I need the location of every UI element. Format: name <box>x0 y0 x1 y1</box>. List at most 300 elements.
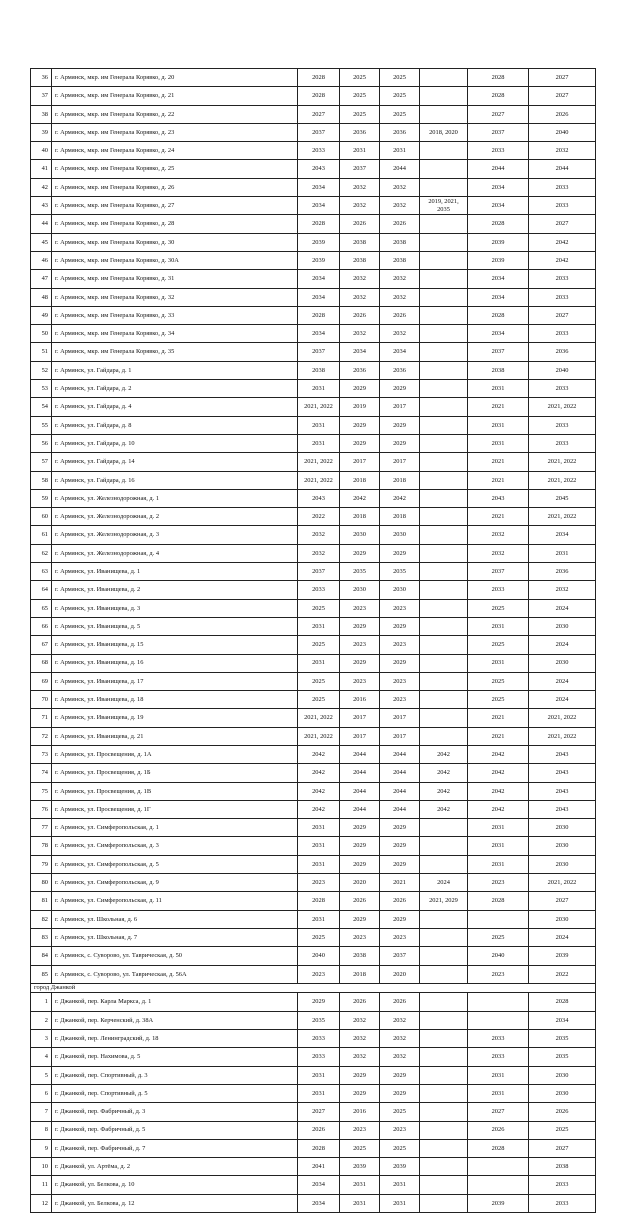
address-cell: г. Джанкой, пер. Фабричный, д. 5 <box>52 1121 298 1139</box>
year-cell-2: 2029 <box>340 380 380 398</box>
year-cell-1: 2021, 2022 <box>298 453 340 471</box>
year-cell-5: 2040 <box>468 947 529 965</box>
year-cell-6: 2033 <box>529 325 596 343</box>
row-number: 74 <box>31 764 52 782</box>
year-cell-5: 2031 <box>468 380 529 398</box>
year-cell-6: 2021, 2022 <box>529 874 596 892</box>
year-cell-5: 2042 <box>468 764 529 782</box>
year-cell-5: 2028 <box>468 87 529 105</box>
year-cell-4: 2018, 2020 <box>420 123 468 141</box>
year-cell-1: 2043 <box>298 160 340 178</box>
year-cell-3: 2036 <box>380 361 420 379</box>
year-cell-4 <box>420 1011 468 1029</box>
year-cell-3: 2017 <box>380 398 420 416</box>
year-cell-1: 2040 <box>298 947 340 965</box>
table-row <box>31 526 596 544</box>
table-row <box>31 453 596 471</box>
table-row <box>31 233 596 251</box>
year-cell-1: 2032 <box>298 544 340 562</box>
table-row <box>31 1121 596 1139</box>
year-cell-3: 2023 <box>380 672 420 690</box>
table-row <box>31 325 596 343</box>
year-cell-5: 2031 <box>468 1084 529 1102</box>
row-number: 1 <box>31 993 52 1011</box>
address-cell: г. Армянск, ул. Симферопольская, д. 11 <box>52 892 298 910</box>
table-row <box>31 709 596 727</box>
table-row <box>31 1030 596 1048</box>
year-cell-3: 2044 <box>380 764 420 782</box>
address-cell: г. Джанкой, пер. Карла Маркса, д. 1 <box>52 993 298 1011</box>
year-cell-4 <box>420 563 468 581</box>
year-cell-1: 2021, 2022 <box>298 471 340 489</box>
year-cell-3: 2017 <box>380 709 420 727</box>
year-cell-6: 2030 <box>529 910 596 928</box>
year-cell-2: 2029 <box>340 855 380 873</box>
table-row <box>31 215 596 233</box>
year-cell-2: 2026 <box>340 215 380 233</box>
table-row <box>31 508 596 526</box>
year-cell-4 <box>420 453 468 471</box>
year-cell-2: 2029 <box>340 434 380 452</box>
table-row <box>31 837 596 855</box>
year-cell-2: 2031 <box>340 142 380 160</box>
year-cell-5: 2039 <box>468 233 529 251</box>
year-cell-4 <box>420 636 468 654</box>
address-cell: г. Армянск, ул. Гайдара, д. 10 <box>52 434 298 452</box>
year-cell-6: 2024 <box>529 636 596 654</box>
year-cell-5: 2039 <box>468 1194 529 1212</box>
section-title: город Джанкой <box>31 983 596 993</box>
address-cell: г. Армянск, ул. Иванищева, д. 3 <box>52 599 298 617</box>
table-row <box>31 874 596 892</box>
year-cell-6: 2030 <box>529 837 596 855</box>
year-cell-1: 2025 <box>298 599 340 617</box>
address-cell: г. Армянск, ул. Железнодорожная, д. 4 <box>52 544 298 562</box>
year-cell-1: 2037 <box>298 343 340 361</box>
row-number: 69 <box>31 672 52 690</box>
row-number: 47 <box>31 270 52 288</box>
year-cell-5: 2037 <box>468 563 529 581</box>
year-cell-2: 2023 <box>340 928 380 946</box>
year-cell-3: 2031 <box>380 1194 420 1212</box>
year-cell-4 <box>420 928 468 946</box>
year-cell-3: 2035 <box>380 563 420 581</box>
year-cell-6: 2043 <box>529 782 596 800</box>
year-cell-5: 2043 <box>468 489 529 507</box>
year-cell-3: 2026 <box>380 215 420 233</box>
address-cell: г. Армянск, ул. Школьная, д. 6 <box>52 910 298 928</box>
year-cell-2: 2039 <box>340 1158 380 1176</box>
year-cell-5: 2028 <box>468 306 529 324</box>
year-cell-5: 2021 <box>468 727 529 745</box>
year-cell-4 <box>420 361 468 379</box>
year-cell-6: 2035 <box>529 1048 596 1066</box>
year-cell-1: 2033 <box>298 142 340 160</box>
table-row <box>31 398 596 416</box>
year-cell-4 <box>420 1121 468 1139</box>
year-cell-4 <box>420 1194 468 1212</box>
row-number: 44 <box>31 215 52 233</box>
address-cell: г. Армянск, ул. Гайдара, д. 14 <box>52 453 298 471</box>
row-number: 54 <box>31 398 52 416</box>
address-cell: г. Армянск, ул. Просвещения, д. 1А <box>52 745 298 763</box>
address-cell: г. Армянск, ул. Железнодорожная, д. 3 <box>52 526 298 544</box>
year-cell-5: 2027 <box>468 105 529 123</box>
year-cell-2: 2032 <box>340 1030 380 1048</box>
year-cell-3: 2032 <box>380 325 420 343</box>
year-cell-1: 2031 <box>298 1066 340 1084</box>
year-cell-6: 2042 <box>529 251 596 269</box>
year-cell-3: 2042 <box>380 489 420 507</box>
year-cell-6: 2032 <box>529 581 596 599</box>
year-cell-6: 2031 <box>529 544 596 562</box>
year-cell-4 <box>420 288 468 306</box>
year-cell-3: 2032 <box>380 178 420 196</box>
year-cell-5: 2031 <box>468 617 529 635</box>
year-cell-1: 2037 <box>298 123 340 141</box>
row-number: 9 <box>31 1139 52 1157</box>
year-cell-1: 2031 <box>298 837 340 855</box>
table-row <box>31 617 596 635</box>
row-number: 53 <box>31 380 52 398</box>
address-cell: г. Армянск, ул. Иванищева, д. 5 <box>52 617 298 635</box>
year-cell-6: 2040 <box>529 123 596 141</box>
year-cell-6: 2036 <box>529 563 596 581</box>
address-cell: г. Армянск, ул. Железнодорожная, д. 1 <box>52 489 298 507</box>
year-cell-5: 2034 <box>468 178 529 196</box>
year-cell-2: 2029 <box>340 819 380 837</box>
row-number: 6 <box>31 1084 52 1102</box>
address-cell: г. Армянск, ул. Просвещения, д. 1Б <box>52 764 298 782</box>
year-cell-5: 2042 <box>468 745 529 763</box>
year-cell-3: 2026 <box>380 306 420 324</box>
year-cell-2: 2018 <box>340 471 380 489</box>
year-cell-3: 2025 <box>380 105 420 123</box>
address-cell: г. Джанкой, ул. Белкова, д. 12 <box>52 1194 298 1212</box>
row-number: 78 <box>31 837 52 855</box>
year-cell-1: 2031 <box>298 855 340 873</box>
year-cell-3: 2044 <box>380 782 420 800</box>
address-cell: г. Армянск, ул. Иванищева, д. 17 <box>52 672 298 690</box>
year-cell-5: 2031 <box>468 416 529 434</box>
year-cell-2: 2023 <box>340 672 380 690</box>
address-cell: г. Армянск, мкр. им Генерала Корявко, д. 21 <box>52 87 298 105</box>
year-cell-2: 2038 <box>340 233 380 251</box>
table-row <box>31 563 596 581</box>
year-cell-1: 2031 <box>298 910 340 928</box>
year-cell-6: 2036 <box>529 343 596 361</box>
year-cell-2: 2038 <box>340 947 380 965</box>
table-row <box>31 1158 596 1176</box>
row-number: 75 <box>31 782 52 800</box>
year-cell-5: 2034 <box>468 288 529 306</box>
year-cell-1: 2034 <box>298 270 340 288</box>
year-cell-2: 2029 <box>340 617 380 635</box>
year-cell-1: 2028 <box>298 306 340 324</box>
year-cell-2: 2036 <box>340 361 380 379</box>
year-cell-2: 2032 <box>340 270 380 288</box>
year-cell-5: 2021 <box>468 453 529 471</box>
row-number: 85 <box>31 965 52 983</box>
year-cell-5: 2033 <box>468 1048 529 1066</box>
year-cell-3: 2032 <box>380 1011 420 1029</box>
year-cell-6: 2042 <box>529 233 596 251</box>
year-cell-1: 2041 <box>298 1158 340 1176</box>
year-cell-5: 2023 <box>468 965 529 983</box>
address-cell: г. Армянск, ул. Просвещения, д. 1В <box>52 782 298 800</box>
table-row <box>31 1176 596 1194</box>
year-cell-1: 2025 <box>298 672 340 690</box>
table-row <box>31 142 596 160</box>
year-cell-5: 2034 <box>468 197 529 215</box>
row-number: 62 <box>31 544 52 562</box>
row-number: 43 <box>31 197 52 215</box>
year-cell-4 <box>420 965 468 983</box>
year-cell-4 <box>420 617 468 635</box>
table-row <box>31 1139 596 1157</box>
year-cell-2: 2029 <box>340 416 380 434</box>
year-cell-2: 2025 <box>340 69 380 87</box>
year-cell-6: 2030 <box>529 855 596 873</box>
year-cell-4 <box>420 471 468 489</box>
year-cell-6: 2027 <box>529 892 596 910</box>
address-cell: г. Джанкой, ул. Белкова, д. 10 <box>52 1176 298 1194</box>
year-cell-5: 2025 <box>468 691 529 709</box>
table-row <box>31 1066 596 1084</box>
year-cell-1: 2023 <box>298 965 340 983</box>
year-cell-2: 2036 <box>340 123 380 141</box>
year-cell-6: 2035 <box>529 1030 596 1048</box>
row-number: 66 <box>31 617 52 635</box>
year-cell-1: 2034 <box>298 1194 340 1212</box>
year-cell-4 <box>420 380 468 398</box>
year-cell-6: 2024 <box>529 672 596 690</box>
row-number: 73 <box>31 745 52 763</box>
address-cell: г. Армянск, мкр. им Генерала Корявко, д. 22 <box>52 105 298 123</box>
table-row <box>31 178 596 196</box>
year-cell-1: 2027 <box>298 105 340 123</box>
year-cell-5: 2025 <box>468 928 529 946</box>
year-cell-5 <box>468 1158 529 1176</box>
year-cell-5: 2028 <box>468 892 529 910</box>
year-cell-6: 2024 <box>529 599 596 617</box>
document-sheet <box>30 68 595 1213</box>
year-cell-3: 2036 <box>380 123 420 141</box>
year-cell-1: 2042 <box>298 800 340 818</box>
table-row <box>31 416 596 434</box>
year-cell-6: 2039 <box>529 947 596 965</box>
address-cell: г. Армянск, ул. Гайдара, д. 8 <box>52 416 298 434</box>
row-number: 50 <box>31 325 52 343</box>
year-cell-4 <box>420 416 468 434</box>
address-cell: г. Армянск, с. Суворово, ул. Таврическая, д. 50 <box>52 947 298 965</box>
year-cell-5 <box>468 1011 529 1029</box>
year-cell-6: 2032 <box>529 142 596 160</box>
year-cell-3: 2018 <box>380 471 420 489</box>
year-cell-3: 2032 <box>380 288 420 306</box>
address-cell: г. Армянск, мкр. им Генерала Корявко, д. 33 <box>52 306 298 324</box>
year-cell-3: 2032 <box>380 1030 420 1048</box>
year-cell-2: 2018 <box>340 508 380 526</box>
year-cell-6: 2033 <box>529 416 596 434</box>
year-cell-1: 2025 <box>298 691 340 709</box>
year-cell-5: 2028 <box>468 69 529 87</box>
address-cell: г. Армянск, мкр. им Генерала Корявко, д. 26 <box>52 178 298 196</box>
year-cell-3: 2029 <box>380 1066 420 1084</box>
year-cell-6: 2033 <box>529 270 596 288</box>
year-cell-3: 2031 <box>380 1176 420 1194</box>
address-cell: г. Армянск, ул. Симферопольская, д. 9 <box>52 874 298 892</box>
year-cell-4 <box>420 325 468 343</box>
year-cell-2: 2020 <box>340 874 380 892</box>
table-row <box>31 251 596 269</box>
year-cell-3: 2029 <box>380 1084 420 1102</box>
table-row <box>31 544 596 562</box>
year-cell-3: 2029 <box>380 855 420 873</box>
year-cell-5: 2025 <box>468 599 529 617</box>
row-number: 60 <box>31 508 52 526</box>
year-cell-5: 2042 <box>468 782 529 800</box>
year-cell-2: 2026 <box>340 306 380 324</box>
year-cell-2: 2029 <box>340 910 380 928</box>
row-number: 41 <box>31 160 52 178</box>
address-cell: г. Армянск, ул. Гайдара, д. 4 <box>52 398 298 416</box>
year-cell-5: 2032 <box>468 544 529 562</box>
table-row <box>31 105 596 123</box>
row-number: 81 <box>31 892 52 910</box>
year-cell-2: 2032 <box>340 288 380 306</box>
year-cell-6: 2026 <box>529 105 596 123</box>
year-cell-1: 2023 <box>298 874 340 892</box>
year-cell-3: 2032 <box>380 197 420 215</box>
year-cell-1: 2028 <box>298 215 340 233</box>
year-cell-2: 2032 <box>340 178 380 196</box>
schedule-table <box>30 68 596 1213</box>
year-cell-3: 2020 <box>380 965 420 983</box>
year-cell-5: 2032 <box>468 526 529 544</box>
year-cell-3: 2029 <box>380 837 420 855</box>
year-cell-6: 2022 <box>529 965 596 983</box>
year-cell-4 <box>420 709 468 727</box>
year-cell-3: 2025 <box>380 69 420 87</box>
address-cell: г. Армянск, ул. Симферопольская, д. 5 <box>52 855 298 873</box>
row-number: 67 <box>31 636 52 654</box>
row-number: 72 <box>31 727 52 745</box>
year-cell-2: 2029 <box>340 654 380 672</box>
table-row <box>31 160 596 178</box>
row-number: 61 <box>31 526 52 544</box>
table-row <box>31 764 596 782</box>
table-row <box>31 270 596 288</box>
table-row <box>31 471 596 489</box>
table-row <box>31 69 596 87</box>
year-cell-6: 2024 <box>529 928 596 946</box>
table-row <box>31 599 596 617</box>
year-cell-2: 2017 <box>340 453 380 471</box>
year-cell-3: 2023 <box>380 928 420 946</box>
table-row <box>31 654 596 672</box>
row-number: 55 <box>31 416 52 434</box>
year-cell-4 <box>420 142 468 160</box>
year-cell-4 <box>420 672 468 690</box>
table-row <box>31 1011 596 1029</box>
year-cell-3: 2029 <box>380 544 420 562</box>
year-cell-3: 2026 <box>380 892 420 910</box>
row-number: 10 <box>31 1158 52 1176</box>
year-cell-2: 2034 <box>340 343 380 361</box>
table-row <box>31 855 596 873</box>
row-number: 40 <box>31 142 52 160</box>
year-cell-2: 2029 <box>340 1084 380 1102</box>
year-cell-2: 2018 <box>340 965 380 983</box>
year-cell-6: 2028 <box>529 993 596 1011</box>
year-cell-2: 2023 <box>340 636 380 654</box>
table-row <box>31 928 596 946</box>
year-cell-1: 2028 <box>298 69 340 87</box>
year-cell-5: 2031 <box>468 855 529 873</box>
year-cell-1: 2031 <box>298 654 340 672</box>
table-row <box>31 306 596 324</box>
table-row <box>31 636 596 654</box>
year-cell-6: 2038 <box>529 1158 596 1176</box>
year-cell-4 <box>420 1139 468 1157</box>
year-cell-3: 2039 <box>380 1158 420 1176</box>
year-cell-1: 2034 <box>298 288 340 306</box>
year-cell-1: 2031 <box>298 380 340 398</box>
year-cell-3: 2044 <box>380 800 420 818</box>
year-cell-3: 2023 <box>380 599 420 617</box>
table-row <box>31 910 596 928</box>
row-number: 52 <box>31 361 52 379</box>
year-cell-2: 2026 <box>340 892 380 910</box>
year-cell-2: 2016 <box>340 691 380 709</box>
year-cell-6: 2030 <box>529 1066 596 1084</box>
year-cell-3: 2029 <box>380 617 420 635</box>
year-cell-5: 2021 <box>468 398 529 416</box>
year-cell-1: 2037 <box>298 563 340 581</box>
year-cell-1: 2032 <box>298 526 340 544</box>
year-cell-5: 2031 <box>468 654 529 672</box>
year-cell-4 <box>420 855 468 873</box>
year-cell-4 <box>420 819 468 837</box>
row-number: 49 <box>31 306 52 324</box>
year-cell-5 <box>468 1176 529 1194</box>
year-cell-1: 2027 <box>298 1103 340 1121</box>
table-row <box>31 343 596 361</box>
year-cell-3: 2044 <box>380 160 420 178</box>
year-cell-5: 2021 <box>468 471 529 489</box>
table-row <box>31 691 596 709</box>
year-cell-3: 2017 <box>380 727 420 745</box>
year-cell-6: 2043 <box>529 800 596 818</box>
year-cell-1: 2034 <box>298 178 340 196</box>
year-cell-6: 2021, 2022 <box>529 709 596 727</box>
year-cell-1: 2028 <box>298 87 340 105</box>
year-cell-2: 2029 <box>340 1066 380 1084</box>
address-cell: г. Армянск, мкр. им Генерала Корявко, д. 25 <box>52 160 298 178</box>
address-cell: г. Джанкой, пер. Спортивный, д. 3 <box>52 1066 298 1084</box>
year-cell-4 <box>420 1176 468 1194</box>
year-cell-6: 2040 <box>529 361 596 379</box>
row-number: 46 <box>31 251 52 269</box>
year-cell-4 <box>420 654 468 672</box>
year-cell-6: 2021, 2022 <box>529 398 596 416</box>
year-cell-2: 2019 <box>340 398 380 416</box>
year-cell-4 <box>420 251 468 269</box>
year-cell-2: 2026 <box>340 993 380 1011</box>
year-cell-2: 2044 <box>340 782 380 800</box>
address-cell: г. Армянск, мкр. им Генерала Корявко, д. 31 <box>52 270 298 288</box>
